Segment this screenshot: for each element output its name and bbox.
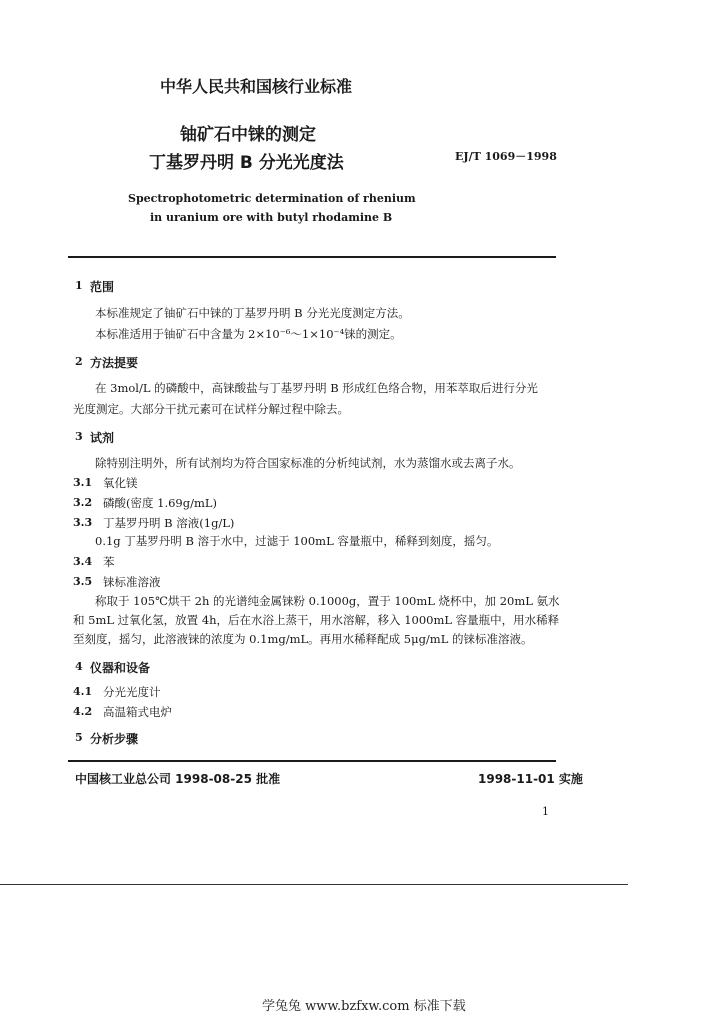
item-4-2-number: 4.2 xyxy=(73,705,93,718)
item-4-1-text: 分光光度计 xyxy=(103,685,161,699)
section-2-title: 方法提要 xyxy=(90,356,139,370)
item-3-3-number: 3.3 xyxy=(73,516,93,529)
approval-statement: 中国核工业总公司 1998-08-25 批准 xyxy=(75,772,281,786)
item-3-1-number: 3.1 xyxy=(73,476,93,489)
issuing-organization: 中华人民共和国核行业标准 xyxy=(160,77,353,96)
section-1-title: 范围 xyxy=(90,280,115,294)
section-5-title: 分析步骤 xyxy=(90,732,139,746)
item-3-1-text: 氧化镁 xyxy=(103,476,138,490)
section-3-title: 试剂 xyxy=(90,431,115,445)
document-title-line1: 铀矿石中铼的测定 xyxy=(180,125,316,145)
section-2-para-line1: 在 3mol/L 的磷酸中，高铼酸盐与丁基罗丹明 B 形成红色络合物，用苯萃取后进行分光 xyxy=(95,381,538,395)
download-watermark: 学兔兔 www.bzfxw.com 标准下载 xyxy=(262,999,466,1014)
section-2-number: 2 xyxy=(75,355,83,368)
implementation-date: 1998-11-01 实施 xyxy=(478,772,583,786)
section-3-intro: 除特别注明外，所有试剂均为符合国家标准的分析纯试剂，水为蒸馏水或去离子水。 xyxy=(95,456,521,470)
section-5-number: 5 xyxy=(75,731,83,744)
section-4-number: 4 xyxy=(75,660,83,673)
item-3-2-number: 3.2 xyxy=(73,496,93,509)
page-bottom-divider xyxy=(0,884,628,885)
document-title-line2: 丁基罗丹明 B 分光光度法 xyxy=(149,153,344,173)
item-3-5-desc-line1: 称取于 105℃烘干 2h 的光谱纯金属铼粉 0.1000g，置于 100mL 烧杯中，加 20mL 氨水 xyxy=(95,594,560,608)
item-3-4-number: 3.4 xyxy=(73,555,93,568)
section-2-para-line2: 光度测定。大部分干扰元素可在试样分解过程中除去。 xyxy=(73,402,349,416)
item-4-1-number: 4.1 xyxy=(73,685,93,698)
section-1-para-2: 本标准适用于铀矿石中含量为 2×10⁻⁶～1×10⁻⁴铼的测定。 xyxy=(95,327,402,341)
standard-code: EJ/T 1069－1998 xyxy=(455,150,557,163)
item-3-5-text: 铼标准溶液 xyxy=(103,575,161,589)
section-3-number: 3 xyxy=(75,430,83,443)
footer-divider xyxy=(68,760,556,762)
section-1-para-1: 本标准规定了铀矿石中铼的丁基罗丹明 B 分光光度测定方法。 xyxy=(95,306,410,320)
section-1-number: 1 xyxy=(75,279,83,292)
section-4-title: 仪器和设备 xyxy=(90,661,151,675)
item-3-3-description: 0.1g 丁基罗丹明 B 溶于水中，过滤于 100mL 容量瓶中，稀释到刻度，摇匀。 xyxy=(95,534,499,548)
page-number: 1 xyxy=(542,805,549,818)
item-4-2-text: 高温箱式电炉 xyxy=(103,705,172,719)
item-3-2-text: 磷酸(密度 1.69g/mL) xyxy=(103,496,218,510)
english-title-line1: Spectrophotometric determination of rhenium xyxy=(128,192,416,205)
item-3-3-text: 丁基罗丹明 B 溶液(1g/L) xyxy=(103,516,235,530)
header-divider xyxy=(68,256,556,258)
item-3-5-desc-line3: 至刻度，摇匀，此溶液铼的浓度为 0.1mg/mL。再用水稀释配成 5μg/mL 的铼标准溶液。 xyxy=(73,632,533,646)
item-3-4-text: 苯 xyxy=(103,555,115,569)
item-3-5-desc-line2: 和 5mL 过氧化氢，放置 4h，后在水浴上蒸干，用水溶解，移入 1000mL 容量瓶中，用水稀释 xyxy=(73,613,560,627)
english-title-line2: in uranium ore with butyl rhodamine B xyxy=(150,211,393,224)
item-3-5-number: 3.5 xyxy=(73,575,93,588)
